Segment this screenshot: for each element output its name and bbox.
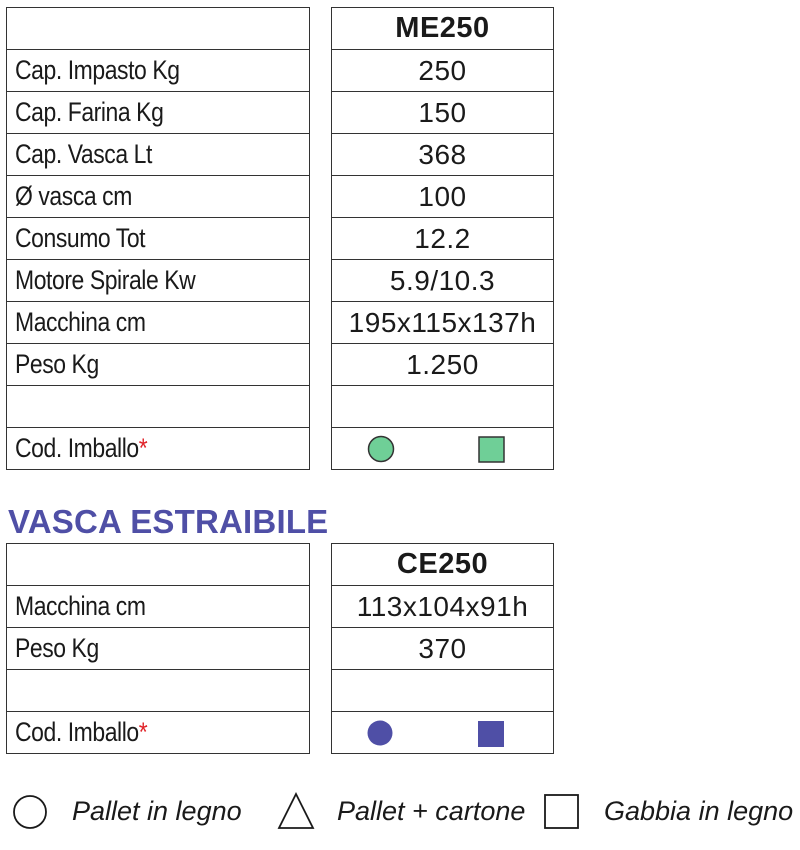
table-row	[332, 712, 554, 754]
row-label	[7, 260, 310, 302]
row-label-text: Consumo Tot	[15, 223, 146, 253]
table-row	[7, 260, 310, 302]
table-row	[7, 92, 310, 134]
row-label	[7, 50, 310, 92]
row-label	[7, 428, 310, 470]
table-row	[332, 92, 554, 134]
square-icon	[542, 792, 582, 832]
asterisk: *	[138, 433, 148, 463]
table-row	[7, 50, 310, 92]
table-row	[332, 8, 554, 50]
spec-values-table-me250	[331, 7, 554, 470]
row-label	[7, 218, 310, 260]
row-value: 5.9/10.3	[332, 260, 554, 302]
empty-label-cell	[7, 670, 310, 712]
square-icon	[479, 437, 504, 462]
table-row	[332, 344, 554, 386]
row-label-text: Macchina cm	[15, 307, 146, 337]
row-value: 12.2	[332, 218, 554, 260]
table-row	[332, 260, 554, 302]
packaging-icons	[332, 713, 553, 753]
row-value: 150	[332, 92, 554, 134]
model-header: CE250	[332, 544, 554, 586]
packaging-code-label: Cod. Imballo	[15, 433, 139, 463]
table-row	[332, 50, 554, 92]
table-row	[7, 302, 310, 344]
spec-labels-table-ce250	[6, 543, 310, 754]
legend-label: Gabbia in legno	[604, 796, 794, 826]
legend-label: Pallet + cartone	[337, 796, 526, 826]
row-label	[7, 344, 310, 386]
row-value: 195x115x137h	[332, 302, 554, 344]
table-row	[7, 428, 310, 470]
row-value: 113x104x91h	[332, 586, 554, 628]
row-label-text: Cap. Impasto Kg	[15, 55, 180, 85]
packaging-icons	[332, 429, 553, 469]
packaging-legend	[0, 790, 800, 838]
table-row	[7, 386, 310, 428]
row-label	[7, 628, 310, 670]
row-value: 100	[332, 176, 554, 218]
row-label	[7, 586, 310, 628]
triangle-icon	[275, 790, 317, 832]
row-label-text: Motore Spirale Kw	[15, 265, 196, 295]
header-spacer-cell	[7, 544, 310, 586]
row-value: 1.250	[332, 344, 554, 386]
spec-values-table-ce250	[331, 543, 554, 754]
circle-icon	[10, 792, 50, 832]
table-row	[332, 428, 554, 470]
row-label-text	[15, 433, 147, 464]
row-label-text	[15, 717, 147, 748]
table-row	[7, 670, 310, 712]
table-row	[7, 586, 310, 628]
row-label-text: Ø vasca cm	[15, 181, 132, 211]
empty-value-cell	[332, 386, 554, 428]
table-row	[7, 218, 310, 260]
legend-label: Pallet in legno	[72, 796, 242, 826]
row-label	[7, 134, 310, 176]
asterisk: *	[138, 717, 148, 747]
section-title: VASCA ESTRAIBILE	[8, 503, 329, 540]
table-row	[7, 8, 310, 50]
table-row	[332, 628, 554, 670]
row-label	[7, 302, 310, 344]
table-row	[7, 344, 310, 386]
packaging-icons-cell	[332, 712, 554, 754]
row-value: 370	[332, 628, 554, 670]
empty-value-cell	[332, 670, 554, 712]
packaging-code-label: Cod. Imballo	[15, 717, 139, 747]
table-row	[7, 628, 310, 670]
empty-label-cell	[7, 386, 310, 428]
row-label	[7, 712, 310, 754]
row-label-text: Cap. Vasca Lt	[15, 139, 152, 169]
table-row	[332, 544, 554, 586]
table-row	[332, 176, 554, 218]
row-value: 368	[332, 134, 554, 176]
table-row	[332, 134, 554, 176]
table-row	[332, 302, 554, 344]
row-label-text: Macchina cm	[15, 591, 146, 621]
row-label-text: Peso Kg	[15, 349, 99, 379]
table-row	[7, 176, 310, 218]
packaging-icons-cell	[332, 428, 554, 470]
row-value: 250	[332, 50, 554, 92]
spec-labels-table-me250	[6, 7, 310, 470]
row-label	[7, 176, 310, 218]
table-row	[7, 544, 310, 586]
square-icon	[478, 721, 504, 747]
circle-icon	[369, 436, 394, 461]
row-label	[7, 92, 310, 134]
table-row	[7, 134, 310, 176]
table-row	[332, 386, 554, 428]
row-label-text: Cap. Farina Kg	[15, 97, 164, 127]
header-spacer-cell	[7, 8, 310, 50]
table-row	[7, 712, 310, 754]
table-row	[332, 218, 554, 260]
table-row	[332, 670, 554, 712]
row-label-text: Peso Kg	[15, 633, 99, 663]
circle-icon	[368, 720, 393, 745]
model-header: ME250	[332, 8, 554, 50]
table-row	[332, 586, 554, 628]
